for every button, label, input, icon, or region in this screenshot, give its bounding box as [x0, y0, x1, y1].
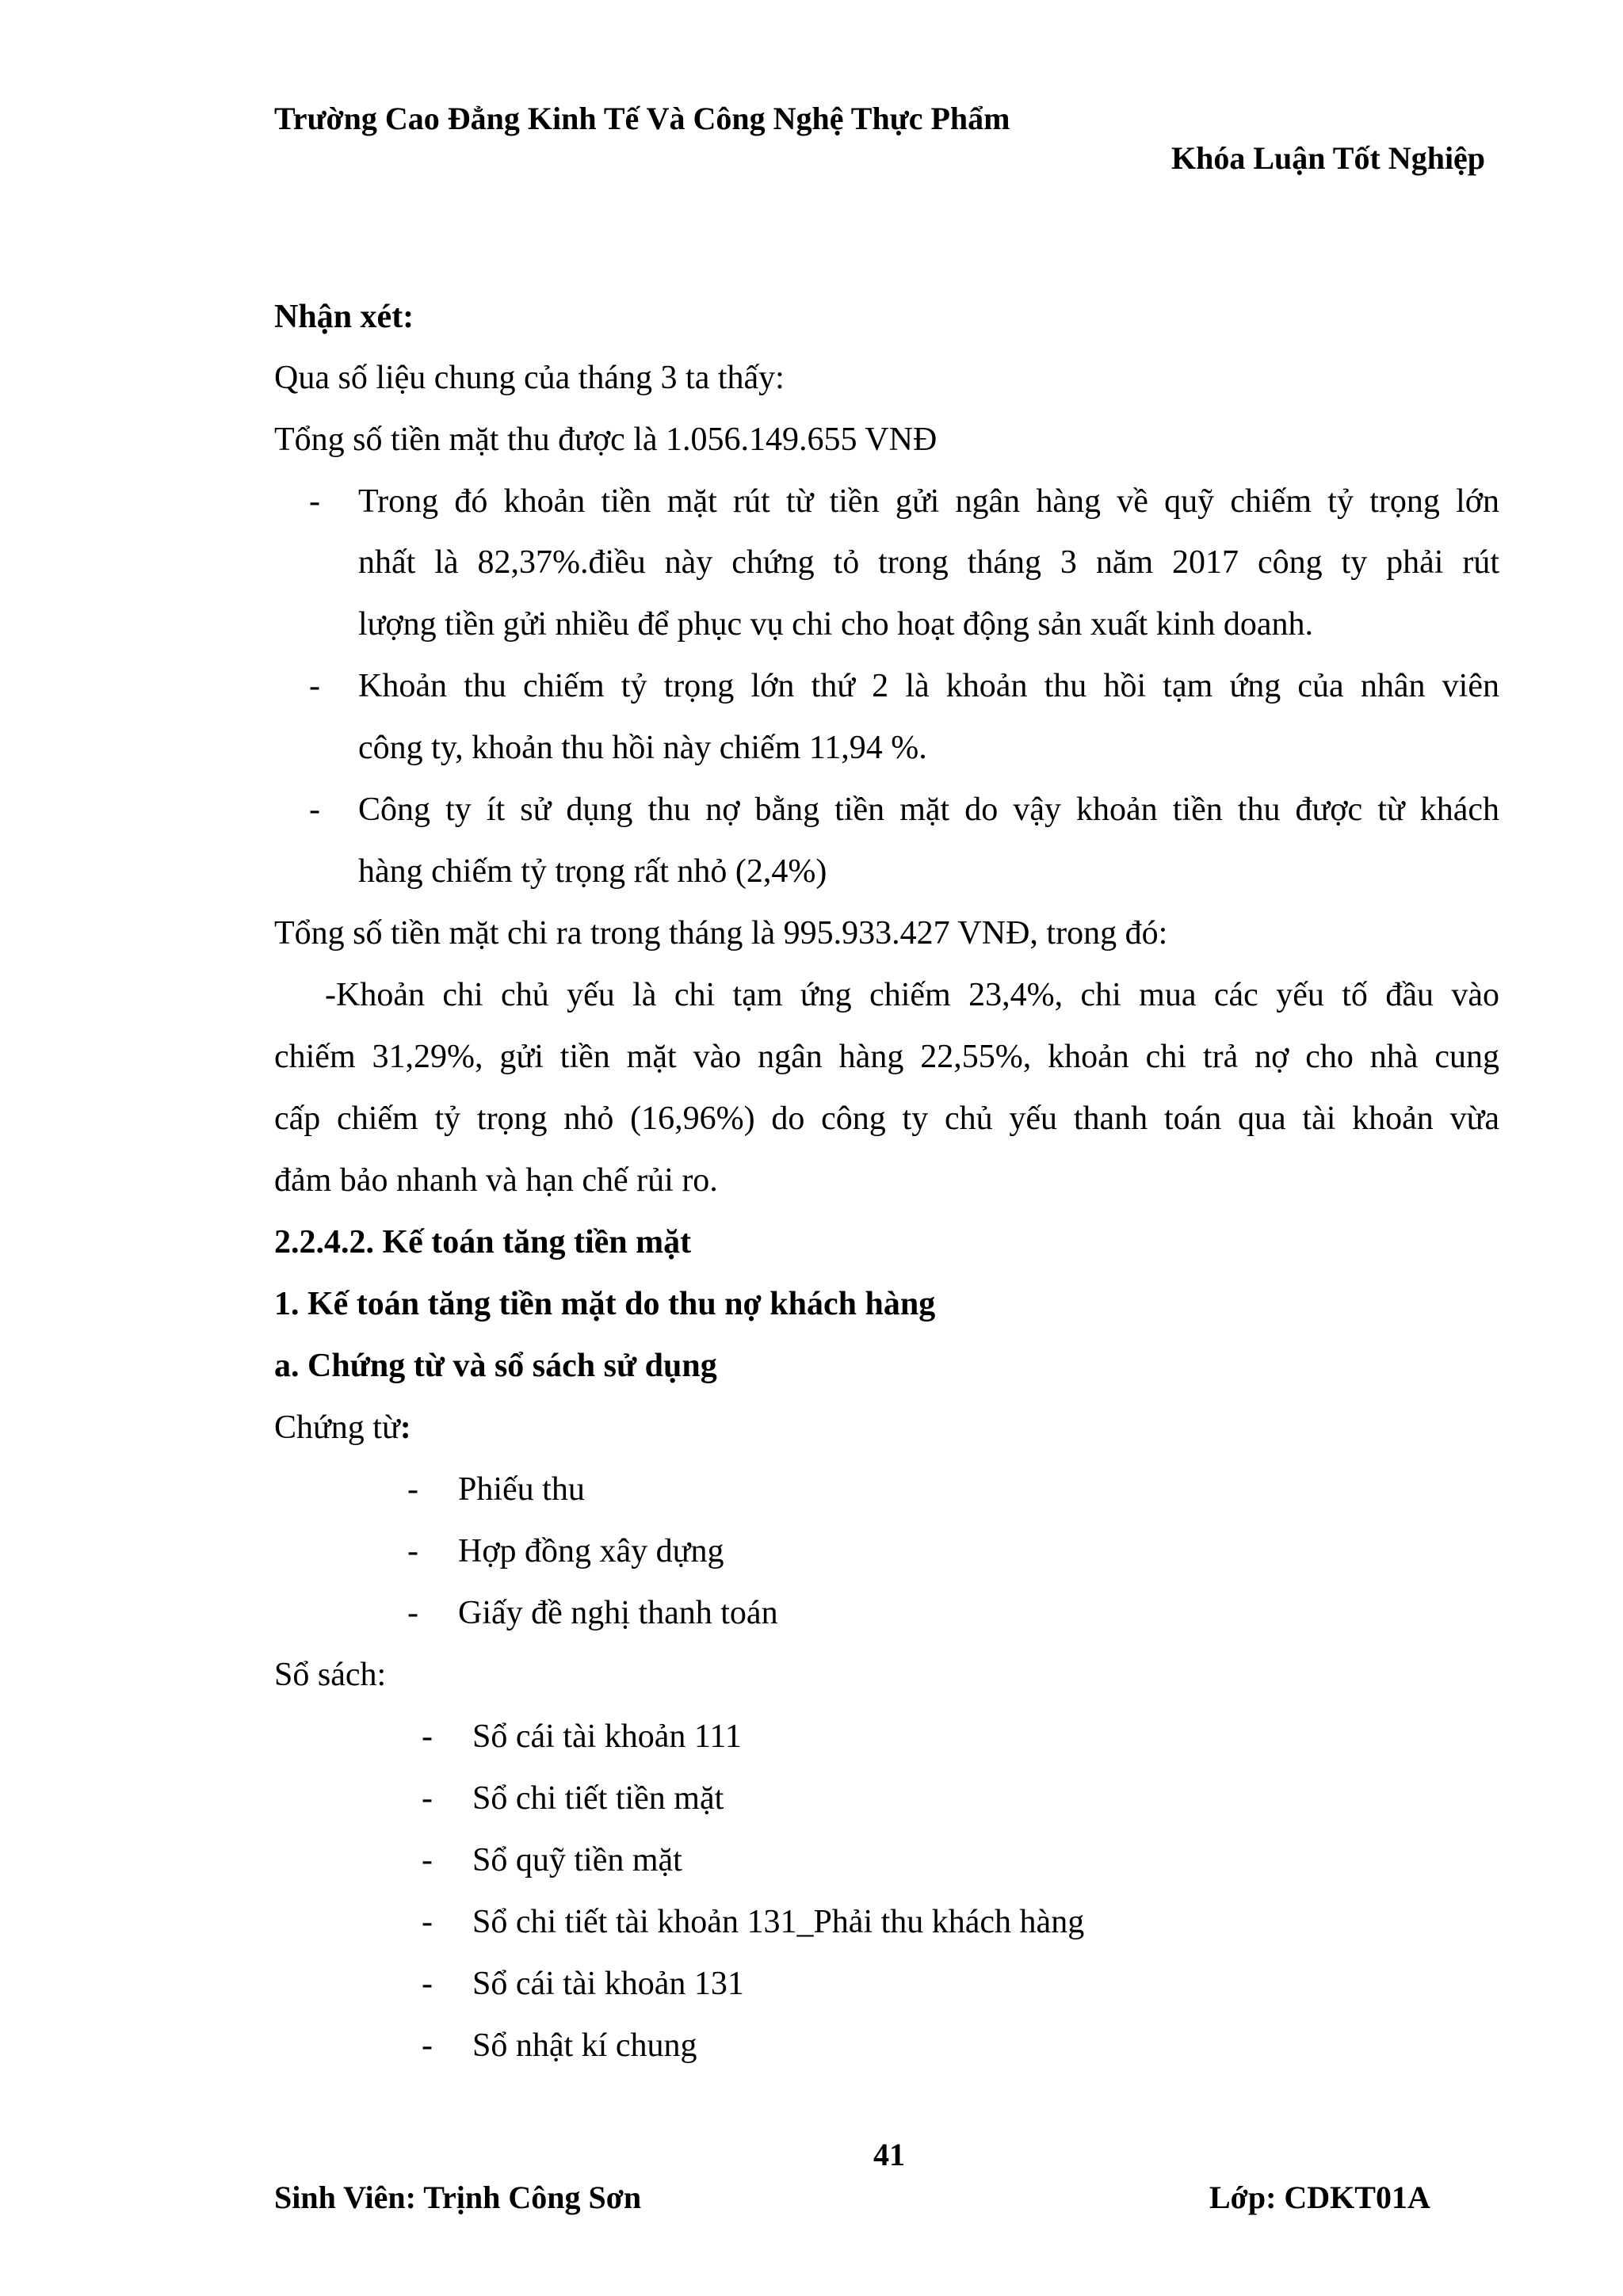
bullet-dash: - — [422, 1904, 433, 1940]
expense-total: Tổng số tiền mặt chi ra trong tháng là 995.933.427 VNĐ, trong đó: — [274, 915, 1168, 952]
bullet-dash: - — [407, 1595, 418, 1631]
header-document-type: Khóa Luận Tốt Nghiệp — [1171, 140, 1486, 176]
bullet-dash: - — [309, 668, 320, 704]
book-item: Sổ quỹ tiền mặt — [472, 1842, 682, 1878]
income-point-1-line-3: lượng tiền gửi nhiều để phục vụ chi cho hoạt động sản xuất kinh doanh. — [358, 606, 1314, 643]
footer-student-name: Sinh Viên: Trịnh Công Sơn — [274, 2180, 642, 2215]
bullet-dash: - — [407, 1533, 418, 1569]
expense-line-3: cấp chiếm tỷ trọng nhỏ (16,96%) do công ty chủ yếu thanh toán qua tài khoản vừa — [274, 1100, 1499, 1137]
vouchers-label-colon: : — [399, 1409, 411, 1446]
voucher-item: Giấy đề nghị thanh toán — [458, 1595, 778, 1631]
book-item: Sổ chi tiết tiền mặt — [472, 1780, 724, 1817]
voucher-item: Phiếu thu — [458, 1471, 585, 1508]
book-item: Sổ cái tài khoản 111 — [472, 1718, 742, 1755]
bullet-dash: - — [422, 1718, 433, 1755]
subsection-heading-a: a. Chứng từ và sổ sách sử dụng — [274, 1348, 717, 1384]
header-school-name: Trường Cao Đẳng Kinh Tế Và Công Nghệ Thực Phẩm — [274, 101, 1010, 136]
voucher-item: Hợp đồng xây dựng — [458, 1533, 724, 1569]
expense-line-1: -Khoản chi chủ yếu là chi tạm ứng chiếm 23,4%, chi mua các yếu tố đầu vào — [325, 977, 1499, 1013]
bullet-dash: - — [422, 1842, 433, 1878]
income-point-2-line-2: công ty, khoản thu hồi này chiếm 11,94 %. — [358, 730, 927, 766]
page-number: 41 — [873, 2137, 905, 2172]
books-label: Sổ sách: — [274, 1657, 387, 1693]
income-point-3-line-2: hàng chiếm tỷ trọng rất nhỏ (2,4%) — [358, 853, 827, 890]
expense-line-4: đảm bảo nhanh và hạn chế rủi ro. — [274, 1162, 718, 1199]
income-point-1-line-1: Trong đó khoản tiền mặt rút từ tiền gửi ngân hàng về quỹ chiếm tỷ trọng lớn — [358, 483, 1499, 520]
book-item: Sổ nhật kí chung — [472, 2027, 697, 2064]
bullet-dash: - — [309, 791, 320, 828]
remarks-intro: Qua số liệu chung của tháng 3 ta thấy: — [274, 360, 785, 396]
income-total: Tổng số tiền mặt thu được là 1.056.149.655 VNĐ — [274, 421, 938, 458]
vouchers-label-text: Chứng từ — [274, 1409, 400, 1446]
bullet-dash: - — [422, 2027, 433, 2064]
book-item: Sổ chi tiết tài khoản 131_Phải thu khách hàng — [472, 1904, 1085, 1940]
section-heading-2-2-4-2: 2.2.4.2. Kế toán tăng tiền mặt — [274, 1224, 692, 1261]
income-point-3-line-1: Công ty ít sử dụng thu nợ bằng tiền mặt do vậy khoản tiền thu được từ khách — [358, 791, 1499, 828]
book-item: Sổ cái tài khoản 131 — [472, 1966, 744, 2002]
vouchers-label — [274, 1409, 411, 1447]
expense-line-2: chiếm 31,29%, gửi tiền mặt vào ngân hàng 22,55%, khoản chi trả nợ cho nhà cung — [274, 1039, 1499, 1075]
bullet-dash: - — [407, 1471, 418, 1508]
income-point-2-line-1: Khoản thu chiếm tỷ trọng lớn thứ 2 là khoản thu hồi tạm ứng của nhân viên — [358, 668, 1499, 704]
bullet-dash: - — [309, 483, 320, 520]
income-point-1-line-2: nhất là 82,37%.điều này chứng tỏ trong tháng 3 năm 2017 công ty phải rút — [358, 544, 1499, 581]
footer-class: Lớp: CDKT01A — [1209, 2180, 1430, 2215]
subsection-heading-1: 1. Kế toán tăng tiền mặt do thu nợ khách hàng — [274, 1286, 936, 1322]
bullet-dash: - — [422, 1966, 433, 2002]
bullet-dash: - — [422, 1780, 433, 1817]
remarks-heading: Nhận xét: — [274, 299, 414, 335]
